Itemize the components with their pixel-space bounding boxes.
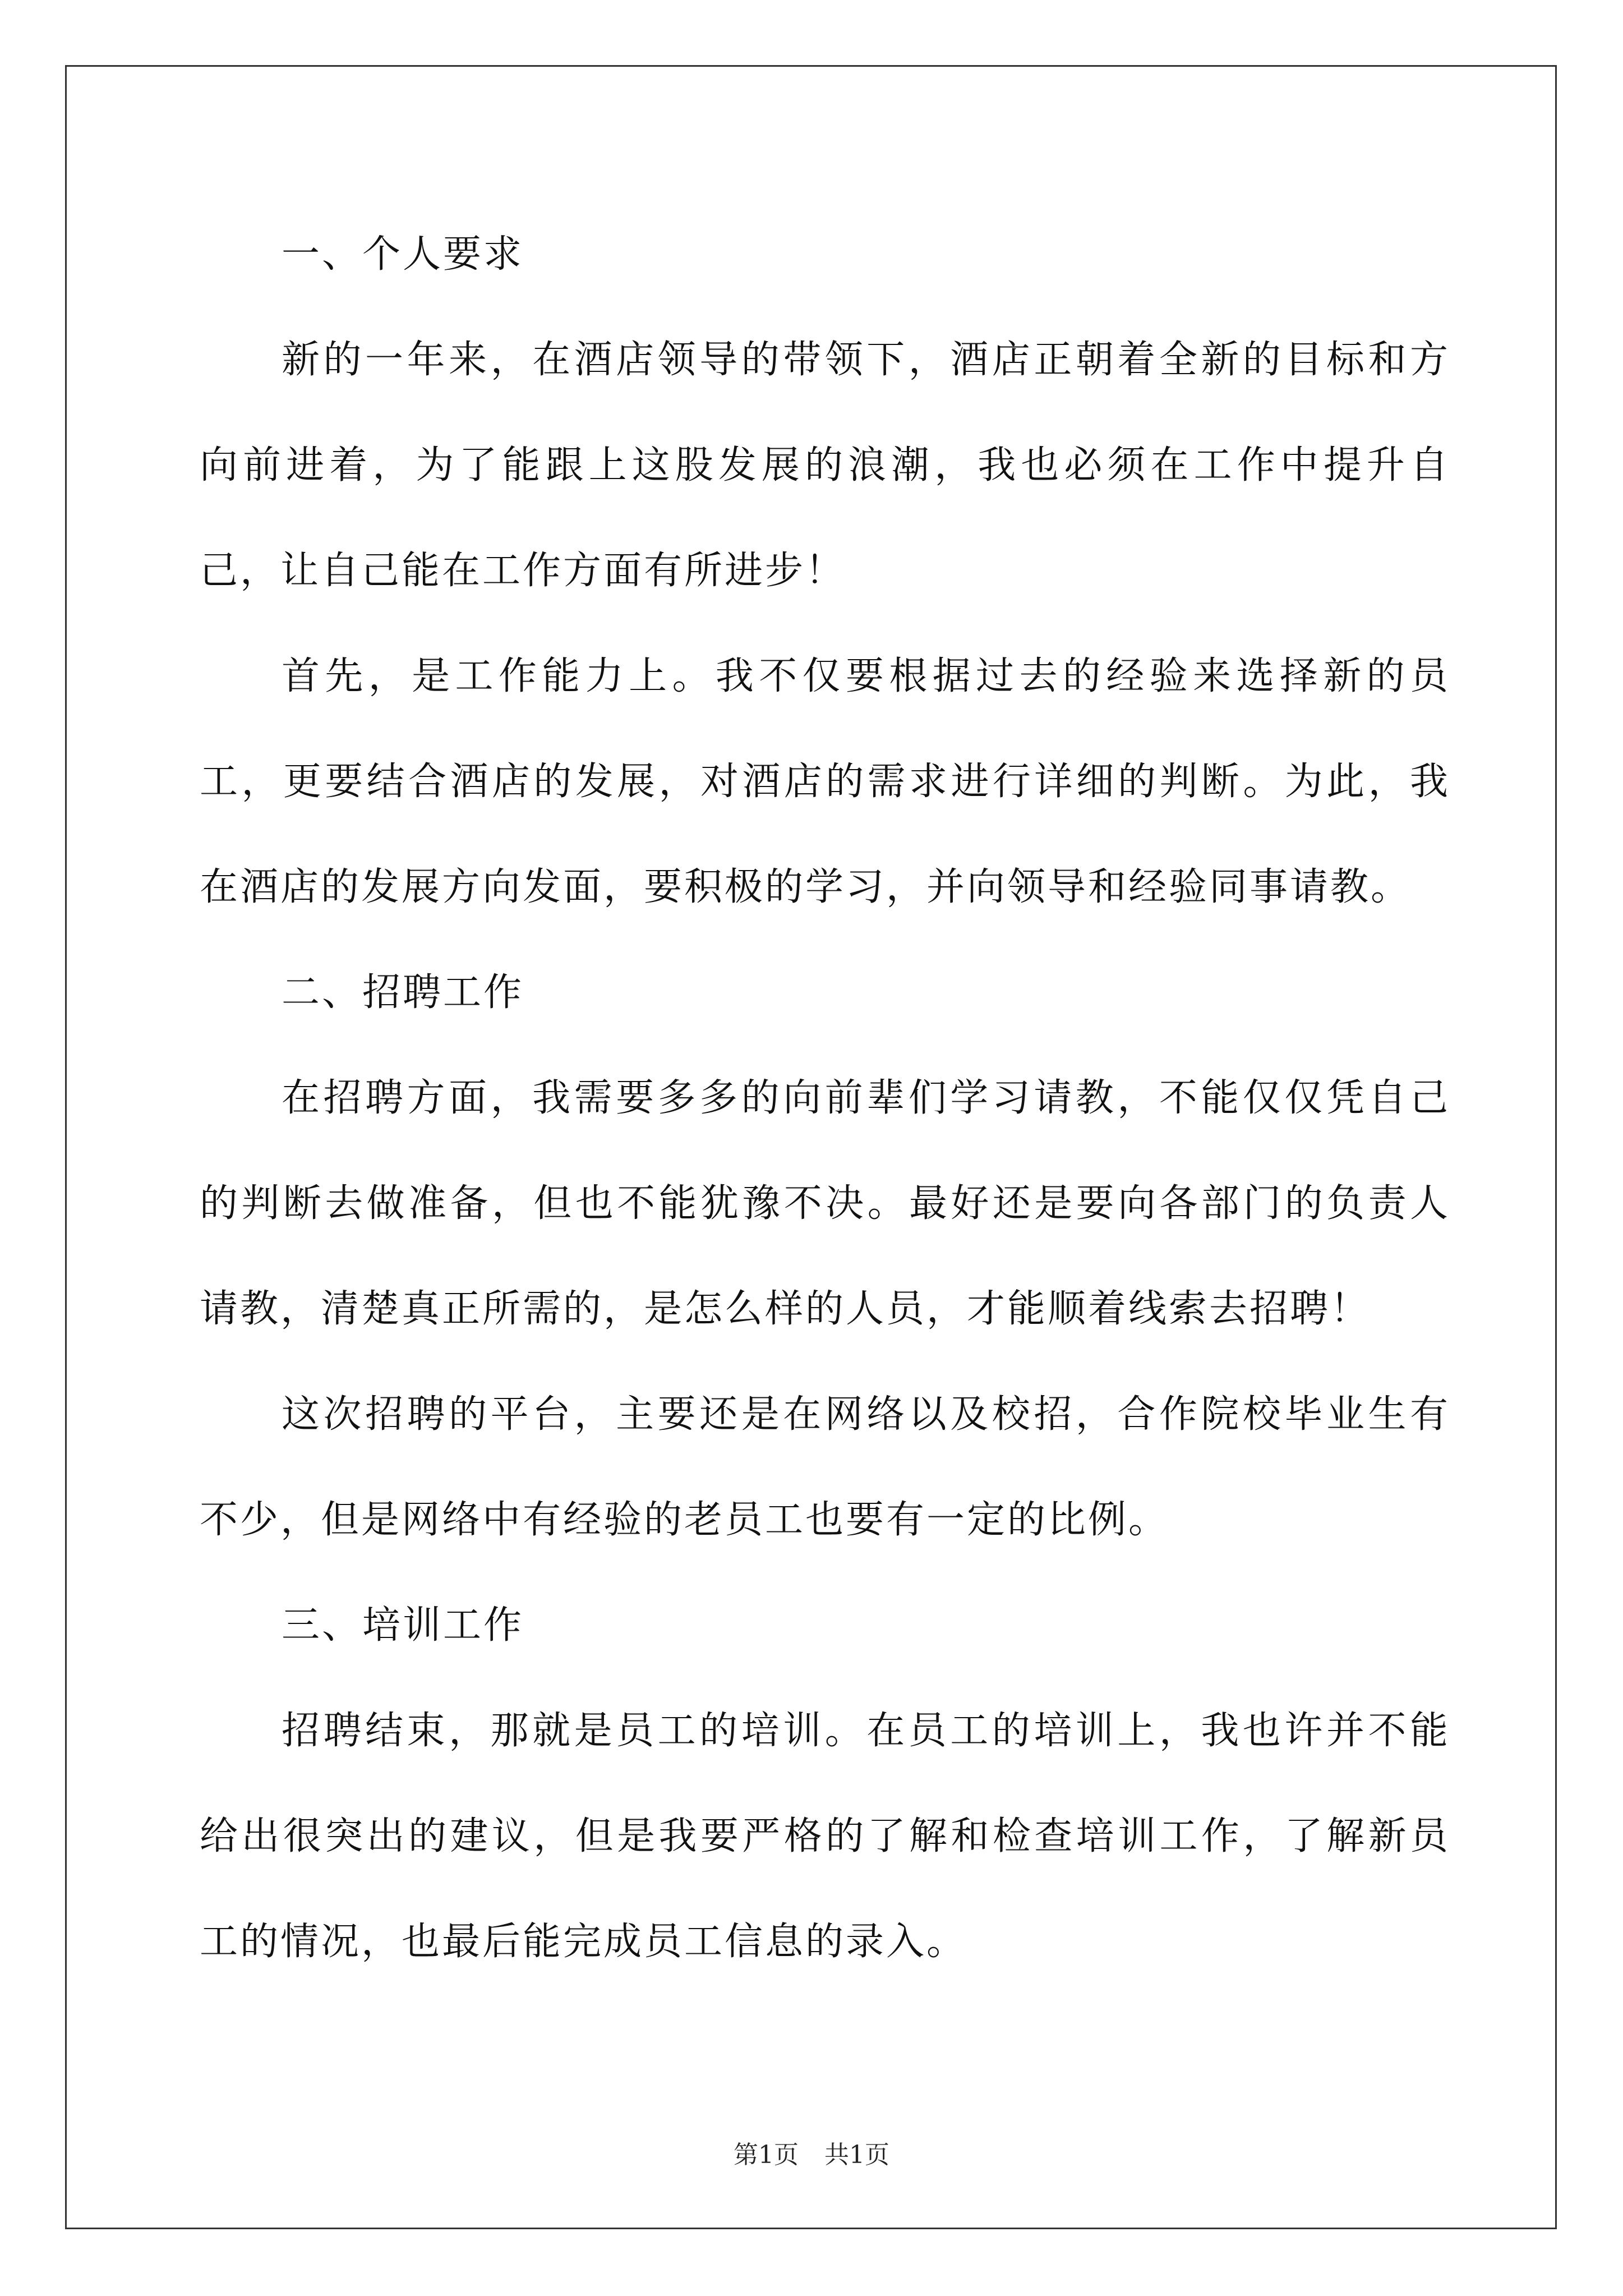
paragraph: 新的一年来，在酒店领导的带领下，酒店正朝着全新的目标和方向前进着，为了能跟上这股发展的浪潮，我也必须在工作中提升自己，让自己能在工作方面有所进步！ [200, 338, 1450, 593]
paragraph: 招聘结束，那就是员工的培训。在员工的培训上，我也许并不能给出很突出的建议，但是我要严格的了解和检查培训工作，了解新员工的情况，也最后能完成员工信息的录入。 [200, 1709, 1450, 1964]
heading-recruitment-work: 二、招聘工作 [282, 970, 524, 1015]
heading-personal-requirements: 一、个人要求 [282, 232, 524, 277]
document-body [200, 202, 1450, 1995]
page-footer [0, 2138, 1623, 2172]
heading-training-work: 三、培训工作 [282, 1603, 524, 1648]
page-total: 共1页 [824, 2141, 889, 2169]
page-number: 第1页 [734, 2141, 799, 2169]
paragraph: 这次招聘的平台，主要还是在网络以及校招，合作院校毕业生有不少，但是网络中有经验的老员工也要有一定的比例。 [200, 1392, 1450, 1542]
paragraph: 在招聘方面，我需要多多的向前辈们学习请教，不能仅仅凭自己的判断去做准备，但也不能犹豫不决。最好还是要向各部门的负责人请教，清楚真正所需的，是怎么样的人员，才能顺着线索去招聘！ [200, 1076, 1450, 1331]
paragraph: 首先，是工作能力上。我不仅要根据过去的经验来选择新的员工，更要结合酒店的发展，对酒店的需求进行详细的判断。为此，我在酒店的发展方向发面，要积极的学习，并向领导和经验同事请教。 [200, 654, 1450, 909]
